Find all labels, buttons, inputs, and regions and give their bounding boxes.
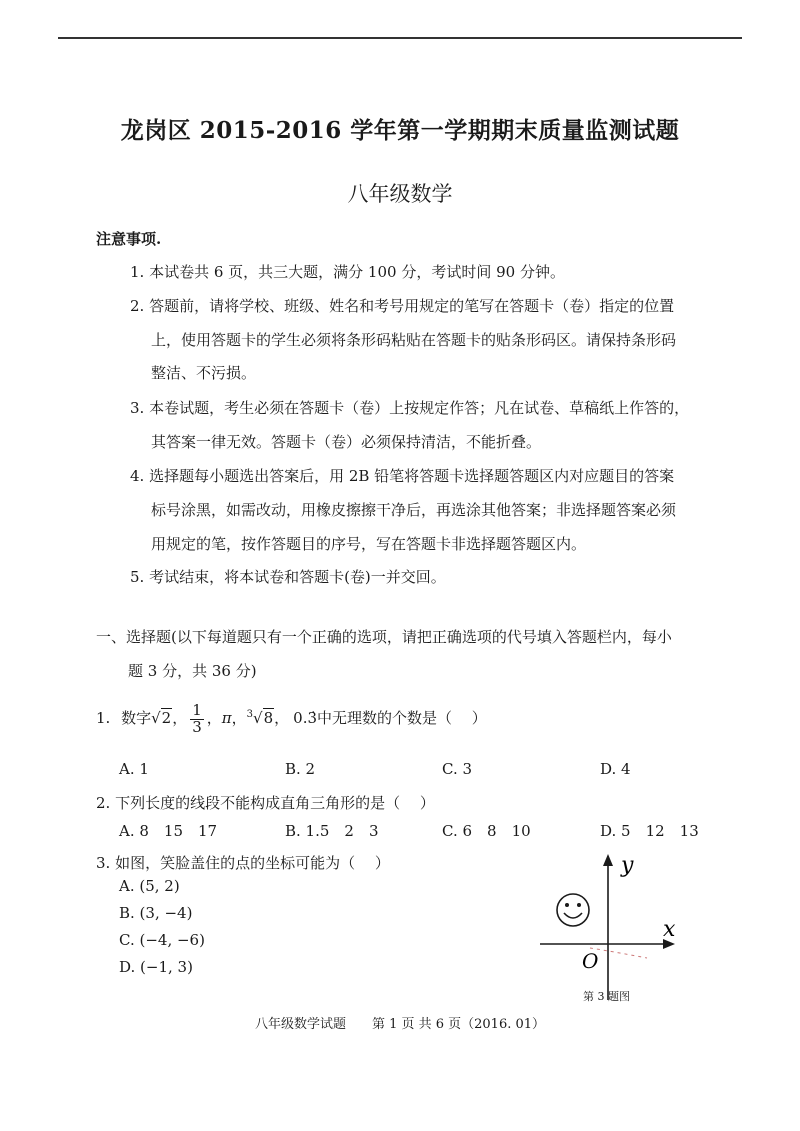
coordinate-figure <box>535 850 695 1005</box>
pen-mark <box>590 948 647 958</box>
cbrt-radicand: 8 <box>263 709 274 727</box>
notice-line: 用规定的笔，按作答题目的序号，写在答题卡非选择题答题区内。 <box>151 535 587 553</box>
notice-heading: 注意事项. <box>96 230 162 248</box>
option-a: A. 8 15 17 <box>119 822 218 840</box>
y-axis-arrow <box>603 854 613 866</box>
question-3: 3. 如图，笑脸盖住的点的坐标可能为（ ） <box>96 854 390 872</box>
option-b: B. 2 <box>285 760 316 778</box>
page-subtitle: 八年级数学 <box>347 182 453 206</box>
notice-line: 4. 选择题每小题选出答案后，用 2B 铅笔将答题卡选择题答题区内对应题目的答案 <box>130 467 675 485</box>
notice-line: 整洁、不污损。 <box>151 364 257 382</box>
repeating-decimal: 0.3̇ <box>293 709 318 727</box>
option-b: B. (3, −4) <box>119 904 193 922</box>
option-c: C. 3 <box>442 760 473 778</box>
option-d: D. 4 <box>600 760 631 778</box>
fraction <box>190 700 204 736</box>
notice-line: 标号涂黑，如需改动，用橡皮擦擦干净后，再选涂其他答案；非选择题答案必须 <box>151 501 677 519</box>
cbrt-index: 3 <box>246 709 254 720</box>
question-tail: 中无理数的个数是（ ） <box>317 709 487 727</box>
top-rule <box>58 37 742 39</box>
notice-line: 1. 本试卷共 6 页，共三大题，满分 100 分，考试时间 90 分钟。 <box>130 263 565 281</box>
notice-line: 其答案一律无效。答题卡（卷）必须保持清洁，不能折叠。 <box>151 433 542 451</box>
smiley-face-icon <box>557 894 589 926</box>
option-d: D. (−1, 3) <box>119 958 193 976</box>
section-heading-cont: 题 3 分，共 36 分) <box>128 662 257 680</box>
pi-symbol: π <box>221 709 232 727</box>
notice-line: 3. 本卷试题，考生必须在答题卡（卷）上按规定作答；凡在试卷、草稿纸上作答的， <box>130 399 690 417</box>
notice-line: 2. 答题前，请将学校、班级、姓名和考号用规定的笔写在答题卡（卷）指定的位置 <box>130 297 675 315</box>
figure-caption: 第 3 题图 <box>583 990 630 1003</box>
notice-line: 上，使用答题卡的学生必须将条形码粘贴在答题卡的贴条形码区。请保持条形码 <box>151 331 677 349</box>
option-c: C. (−4, −6) <box>119 931 205 949</box>
sqrt-symbol: √ <box>253 709 263 727</box>
page-title: 龙岗区 2015-2016 学年第一学期期末质量监测试题 <box>120 117 680 144</box>
option-d: D. 5 12 13 <box>600 822 699 840</box>
sqrt-radicand: 2 <box>161 709 172 727</box>
origin-label: O <box>582 949 599 973</box>
question-lead: 数字 <box>121 709 152 727</box>
option-a: A. (5, 2) <box>119 877 180 895</box>
fraction-denominator: 3 <box>192 717 202 736</box>
fraction-numerator: 1 <box>192 700 202 719</box>
y-label: y <box>621 853 634 878</box>
sqrt-symbol: √ <box>151 709 161 727</box>
x-label: x <box>663 917 676 942</box>
option-a: A. 1 <box>119 760 149 778</box>
notice-line: 5. 考试结束，将本试卷和答题卡(卷)一并交回。 <box>130 568 446 586</box>
option-b: B. 1.5 2 3 <box>285 822 379 840</box>
question-number: 1. <box>96 709 111 727</box>
page-footer: 八年级数学试题 第 1 页 共 6 页（2016. 01） <box>254 1017 546 1032</box>
option-c: C. 6 8 10 <box>442 822 531 840</box>
question-2: 2. 下列长度的线段不能构成直角三角形的是（ ） <box>96 794 435 812</box>
section-heading: 一、选择题(以下每道题只有一个正确的选项，请把正确选项的代号填入答题栏内，每小 <box>96 628 672 646</box>
question-1: 1. 数字√2， $\frac{1}{3}$ ，π，$^3$√8， 0.3̇中无理数的个数是（ ） <box>96 700 487 736</box>
